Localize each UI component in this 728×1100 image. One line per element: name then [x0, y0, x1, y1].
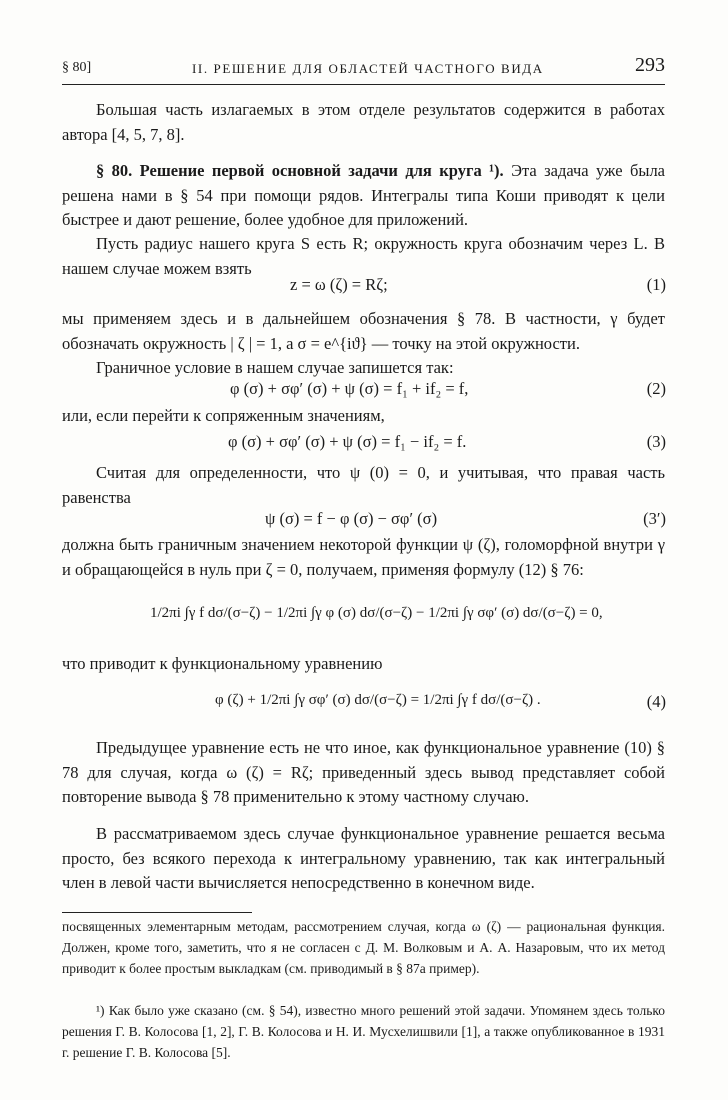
running-header	[62, 54, 665, 85]
equation-2-number: (2)	[646, 379, 666, 398]
equation-3-prime-number: (3′)	[643, 509, 666, 528]
boundary-condition-paragraph: Граничное условие в нашем случае запишется так:	[96, 358, 454, 377]
equation-4-number: (4)	[646, 692, 666, 711]
functional-equation-intro: что приводит к функциональному уравнению	[62, 654, 383, 673]
equation-1: z = ω (ζ) = Rζ;	[290, 275, 388, 294]
notation-paragraph: мы применяем здесь и в дальнейшем обозначения § 78. В частности, γ будет обозначать окружность | ζ | = 1, а σ = e^{iϑ} — точку на этой окружности.	[62, 309, 665, 353]
solution-paragraph: В рассматриваемом здесь случае функциональное уравнение решается весьма просто, без всякого перехода к интегральному уравнению, так как интегральный член в левой части вычисляется непосредственно в конечном виде.	[62, 824, 665, 892]
equation-4: φ (ζ) + 1/2πi ∫γ σφ′ (σ) dσ/(σ−ζ) = 1/2πi ∫γ f dσ/(σ−ζ) .	[215, 692, 541, 708]
assumption-paragraph: Считая для определенности, что ψ (0) = 0, и учитывая, что правая часть равенства	[62, 463, 665, 507]
section-heading: § 80. Решение первой основной задачи для круга ¹).	[96, 161, 504, 180]
radius-paragraph: Пусть радиус нашего круга S есть R; окружность круга обозначим через L. В нашем случае можем взять	[62, 234, 665, 278]
previous-equation-paragraph: Предыдущее уравнение есть не что иное, как функциональное уравнение (10) § 78 для случая, когда ω (ζ) = Rζ; приведенный здесь вывод представляет собой повторение вывода § 78 применительно к этому частному случаю.	[62, 738, 665, 806]
equation-3-prime: ψ (σ) = f − φ (σ) − σφ′ (σ)	[265, 509, 438, 528]
equation-2: φ (σ) + σφ′ (σ) + ψ (σ) = f₁ + if₂ = f,	[230, 379, 469, 398]
header-section-ref: § 80]	[62, 60, 92, 75]
holomorphic-paragraph: должна быть граничным значением некоторой функции ψ (ζ), голоморфной внутри γ и обращающейся в нуль при ζ = 0, получаем, применяя формулу (12) § 76:	[62, 535, 665, 579]
intro-paragraph: Большая часть излагаемых в этом отделе результатов содержится в работах автора [4, 5, 7, 8].	[62, 100, 665, 144]
header-chapter-title: II. РЕШЕНИЕ ДЛЯ ОБЛАСТЕЙ ЧАСТНОГО ВИДА	[192, 61, 544, 76]
equation-3-number: (3)	[646, 432, 666, 451]
page-number: 293	[635, 54, 665, 76]
conjugate-paragraph: или, если перейти к сопряженным значениям,	[62, 406, 385, 425]
footnote-divider	[62, 912, 252, 913]
section-80-paragraph	[62, 159, 665, 233]
section-80-text: Эта задача уже была решена нами в § 54 при помощи рядов. Интегралы типа Коши приводят к цели быстрее и дают решение, более удобное для приложений.	[62, 161, 665, 229]
equation-3: φ (σ) + σφ′ (σ) + ψ (σ) = f₁ − if₂ = f.	[228, 432, 467, 451]
footnote-1: ¹) Как было уже сказано (см. § 54), известно много решений этой задачи. Упомянем здесь только решения Г. В. Колосова [1, 2], Г. В. Колосова и Н. И. Мусхелишвили [1], а также опубликованное в 1931 г. решение Г. В. Колосова [5].	[62, 1003, 665, 1060]
integral-equation: 1/2πi ∫γ f dσ/(σ−ζ) − 1/2πi ∫γ φ (σ) dσ/(σ−ζ) − 1/2πi ∫γ σφ′ (σ) dσ/(σ−ζ) = 0,	[150, 605, 603, 621]
equation-1-number: (1)	[646, 275, 666, 294]
footnote-continued: посвященных элементарным методам, рассмотрением случая, когда ω (ζ) — рациональная функция. Должен, кроме того, заметить, что я не согласен с Д. М. Волковым и А. А. Назаровым, что их метод приводит к более простым выкладкам (см. приводимый в § 87а пример).	[62, 919, 665, 976]
